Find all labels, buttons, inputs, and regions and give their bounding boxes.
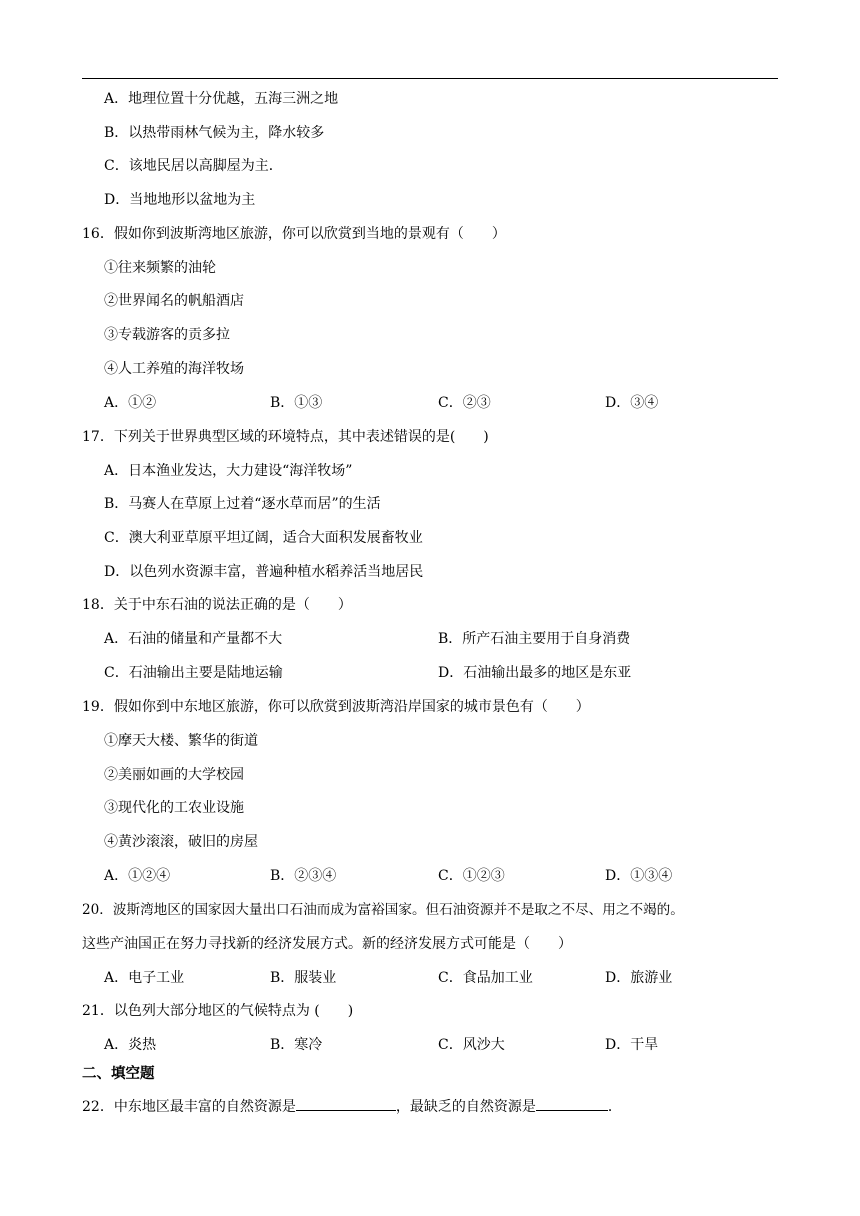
q17-option-c: C．澳大利亚草原平坦辽阔，适合大面积发展畜牧业: [104, 530, 423, 546]
q20-option-b: B．服装业: [270, 970, 337, 986]
q18-stem: 18．关于中东石油的说法正确的是（ ）: [82, 597, 352, 613]
q21-option-c: C．风沙大: [438, 1037, 505, 1053]
q16-item-2: ②世界闻名的帆船酒店: [104, 293, 244, 309]
q20-option-a: A．电子工业: [104, 970, 185, 986]
q19-item-3: ③现代化的工农业设施: [104, 800, 244, 816]
q16-option-a: A．①②: [104, 395, 157, 411]
q16-option-c: C．②③: [438, 395, 491, 411]
q17-option-b: B．马赛人在草原上过着“逐水草而居”的生活: [104, 496, 381, 512]
q22-part1: 22．中东地区最丰富的自然资源是: [82, 1099, 296, 1115]
q19-item-4: ④黄沙滚滚，破旧的房屋: [104, 834, 258, 850]
q19-option-a: A．①②④: [104, 868, 171, 884]
q21-option-d: D．干旱: [605, 1037, 659, 1053]
q20-option-d: D．旅游业: [605, 970, 673, 986]
q16-item-1: ①往来频繁的油轮: [104, 260, 216, 276]
q22-part2: ，最缺乏的自然资源是: [395, 1099, 536, 1115]
header-rule: [82, 78, 778, 79]
q17-option-a: A．日本渔业发达，大力建设“海洋牧场”: [104, 463, 353, 479]
q19-option-b: B．②③④: [270, 868, 337, 884]
q22-question: [82, 1094, 622, 1114]
q17-stem: 17．下列关于世界典型区域的环境特点，其中表述错误的是( ): [82, 429, 489, 445]
q21-option-b: B．寒冷: [270, 1037, 323, 1053]
q22-blank-2[interactable]: [536, 1094, 608, 1111]
q22-blank-1[interactable]: [296, 1094, 396, 1111]
q16-stem: 16．假如你到波斯湾地区旅游，你可以欣赏到当地的景观有（ ）: [82, 226, 506, 242]
q20-option-c: C．食品加工业: [438, 970, 533, 986]
q17-option-d: D．以色列水资源丰富，普遍种植水稻养活当地居民: [104, 564, 424, 580]
q19-stem: 19．假如你到中东地区旅游，你可以欣赏到波斯湾沿岸国家的城市景色有（ ）: [82, 699, 590, 715]
q20-stem-line2: 这些产油国正在努力寻找新的经济发展方式。新的经济发展方式可能是（ ）: [82, 936, 572, 952]
q19-item-1: ①摩天大楼、繁华的街道: [104, 733, 258, 749]
q21-option-a: A．炎热: [104, 1037, 157, 1053]
q20-stem-line1: 20．波斯湾地区的国家因大量出口石油而成为富裕国家。但石油资源并不是取之不尽、用之不竭的。: [82, 902, 684, 918]
q18-option-a: A．石油的储量和产量都不大: [104, 631, 283, 647]
q15-option-b: B．以热带雨林气候为主，降水较多: [104, 125, 325, 141]
q16-item-4: ④人工养殖的海洋牧场: [104, 361, 244, 377]
q15-option-a: A．地理位置十分优越，五海三洲之地: [104, 91, 339, 107]
q19-item-2: ②美丽如画的大学校园: [104, 767, 244, 783]
q16-option-d: D．③④: [605, 395, 659, 411]
q18-option-b: B．所产石油主要用于自身消费: [438, 631, 631, 647]
section-title-fill-in: 二、填空题: [82, 1066, 155, 1082]
q18-option-c: C．石油输出主要是陆地运输: [104, 665, 283, 681]
q19-option-c: C．①②③: [438, 868, 505, 884]
q22-part3: ．: [607, 1099, 622, 1115]
q18-option-d: D．石油输出最多的地区是东亚: [438, 665, 632, 681]
q19-option-d: D．①③④: [605, 868, 673, 884]
q15-option-c: C．该地民居以高脚屋为主．: [104, 158, 283, 174]
q21-stem: 21．以色列大部分地区的气候特点为 ( ): [82, 1003, 354, 1019]
q16-item-3: ③专载游客的贡多拉: [104, 327, 230, 343]
q15-option-d: D．当地地形以盆地为主: [104, 192, 256, 208]
q16-option-b: B．①③: [270, 395, 323, 411]
